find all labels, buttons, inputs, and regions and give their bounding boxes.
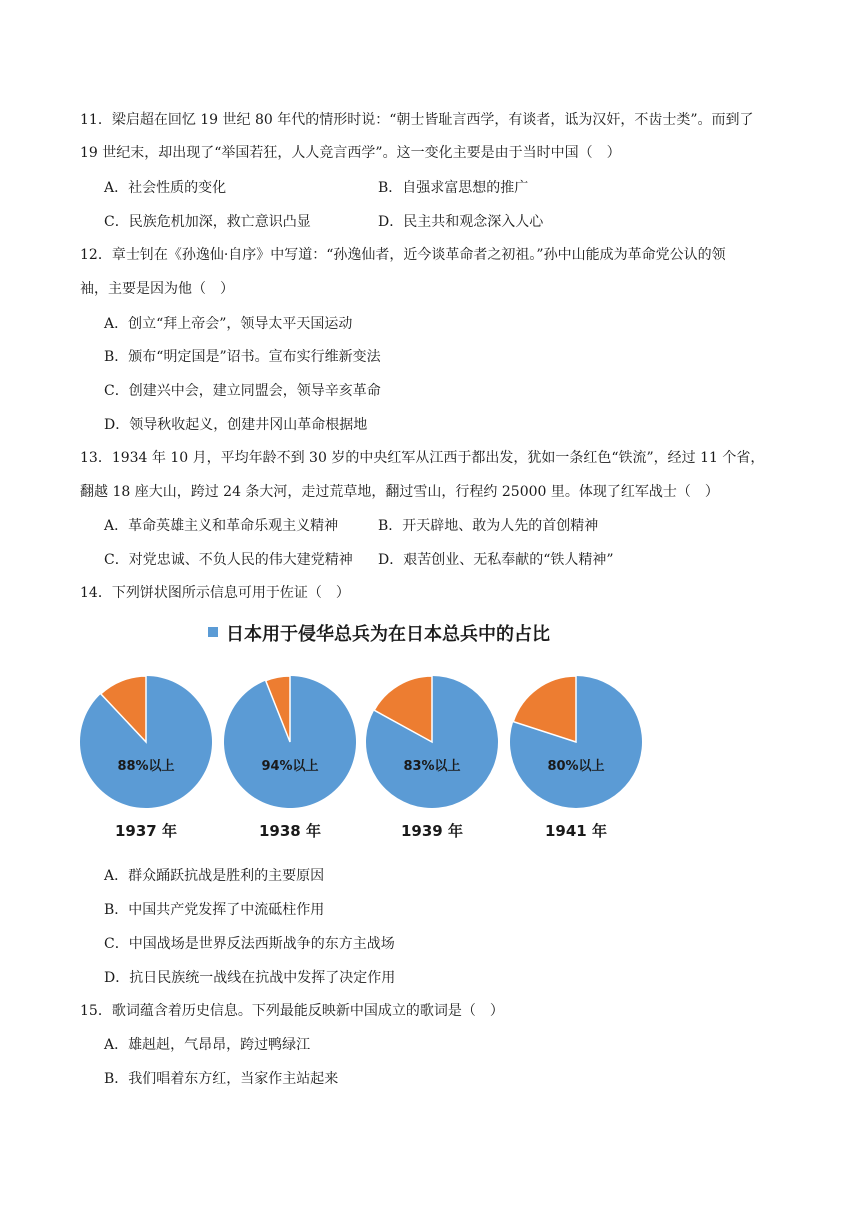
legend-swatch	[208, 627, 218, 637]
q11-stem-line-1: 11．梁启超在回忆 19 世纪 80 年代的情形时说：“朝士皆耻言西学，有谈者，诋为汉奸，不齿士类”。而到了	[80, 112, 754, 128]
q13-option-b[interactable]: B．开天辟地、敢为人先的首创精神	[378, 518, 599, 534]
q14-option-a[interactable]: A．群众踊跃抗战是胜利的主要原因	[104, 868, 325, 884]
q14-option-b[interactable]: B．中国共产党发挥了中流砥柱作用	[104, 902, 325, 918]
q11-option-b[interactable]: B．自强求富思想的推广	[378, 180, 529, 196]
legend-label: 日本用于侵华总兵为在日本总兵中的占比	[226, 624, 550, 645]
pie-year-label-2: 1939 年	[401, 822, 463, 840]
pie-year-label-0: 1937 年	[115, 822, 177, 840]
q13-stem-line-2: 翻越 18 座大山，跨过 24 条大河，走过荒草地，翻过雪山，行程约 25000 里。体现了红军战士（ ）	[80, 484, 719, 500]
pie-chart-figure	[70, 610, 670, 845]
q11-option-d[interactable]: D．民主共和观念深入人心	[378, 214, 544, 230]
q13-option-a[interactable]: A．革命英雄主义和革命乐观主义精神	[104, 518, 339, 534]
pie-year-label-3: 1941 年	[545, 822, 607, 840]
pie-value-label-3: 80%以上	[547, 759, 605, 774]
pie-year-label-1: 1938 年	[259, 822, 321, 840]
pie-value-label-0: 88%以上	[117, 759, 175, 774]
q13-option-c[interactable]: C．对党忠诚、不负人民的伟大建党精神	[104, 552, 353, 568]
q12-option-c[interactable]: C．创建兴中会，建立同盟会，领导辛亥革命	[104, 383, 381, 399]
q15-option-a[interactable]: A．雄赳赳，气昂昂，跨过鸭绿江	[104, 1037, 311, 1053]
q12-option-b[interactable]: B．颁布“明定国是”诏书。宣布实行维新变法	[104, 349, 381, 365]
q15-stem-line-1: 15．歌词蕴含着历史信息。下列最能反映新中国成立的歌词是（ ）	[80, 1003, 504, 1019]
q11-stem-line-2: 19 世纪末，却出现了“举国若狂，人人竞言西学”。这一变化主要是由于当时中国（ ）	[80, 145, 621, 161]
q12-stem-line-2: 袖，主要是因为他（ ）	[80, 281, 234, 297]
q14-option-c[interactable]: C．中国战场是世界反法西斯战争的东方主战场	[104, 936, 395, 952]
pie-chart-svg	[70, 610, 670, 845]
q14-stem-line-1: 14．下列饼状图所示信息可用于佐证（ ）	[80, 585, 350, 601]
pie-value-label-2: 83%以上	[403, 759, 461, 774]
q12-option-d[interactable]: D．领导秋收起义，创建井冈山革命根据地	[104, 417, 368, 433]
q13-option-d[interactable]: D．艰苦创业、无私奉献的“铁人精神”	[378, 552, 614, 568]
q15-option-b[interactable]: B．我们唱着东方红，当家作主站起来	[104, 1071, 339, 1087]
q14-option-d[interactable]: D．抗日民族统一战线在抗战中发挥了决定作用	[104, 970, 396, 986]
q11-option-c[interactable]: C．民族危机加深，救亡意识凸显	[104, 214, 311, 230]
q11-option-a[interactable]: A．社会性质的变化	[104, 180, 227, 196]
q12-option-a[interactable]: A．创立“拜上帝会”，领导太平天国运动	[104, 316, 353, 332]
pie-value-label-1: 94%以上	[261, 759, 319, 774]
q13-stem-line-1: 13．1934 年 10 月，平均年龄不到 30 岁的中央红军从江西于都出发，犹如一条红色“铁流”，经过 11 个省，	[80, 450, 765, 466]
q12-stem-line-1: 12．章士钊在《孙逸仙·自序》中写道：“孙逸仙者，近今谈革命者之初祖。”孙中山能成为革命党公认的领	[80, 247, 726, 263]
